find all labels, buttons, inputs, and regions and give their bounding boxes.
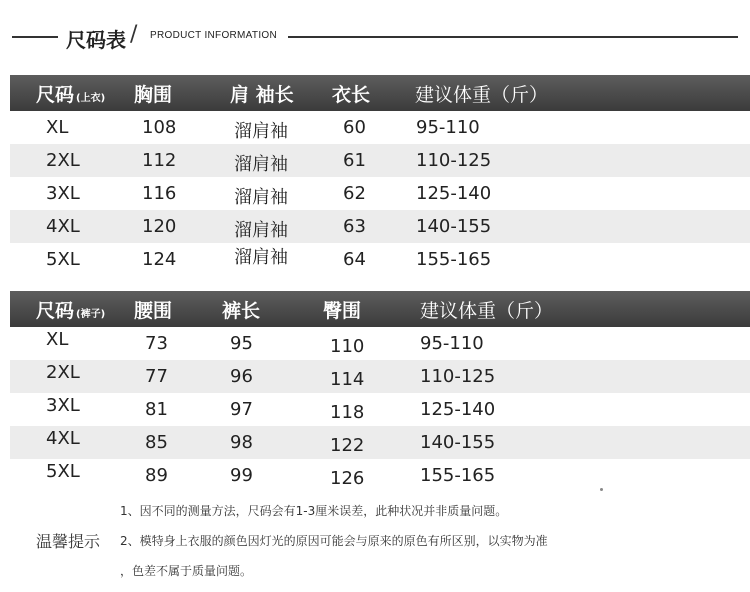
- table-row: [10, 327, 750, 360]
- header-left-rule: [12, 36, 58, 38]
- cell-length: 60: [343, 117, 366, 138]
- cell-pants-length: 98: [230, 432, 253, 453]
- cell-size: 4XL: [46, 428, 80, 449]
- cell-weight: 125-140: [416, 183, 492, 204]
- table-row: [10, 111, 750, 144]
- page-header: [0, 0, 750, 70]
- stray-dot: [600, 488, 603, 491]
- cell-pants-length: 99: [230, 465, 253, 486]
- cell-hip: 114: [330, 369, 365, 390]
- cell-weight: 95-110: [420, 333, 484, 354]
- table-row: [10, 177, 750, 210]
- cell-weight: 125-140: [420, 399, 496, 420]
- cell-waist: 85: [145, 432, 168, 453]
- cell-hip: 110: [330, 336, 365, 357]
- cell-hip: 122: [330, 435, 365, 456]
- cell-length: 61: [343, 150, 366, 171]
- header-weight: 建议体重（斤）: [415, 84, 549, 106]
- cell-size: 5XL: [46, 461, 80, 482]
- bottom-size-table: [10, 291, 750, 492]
- cell-size: 2XL: [46, 150, 80, 171]
- warm-tips: [0, 492, 750, 592]
- header-chest: 胸围: [134, 84, 173, 106]
- header-size-note: (上衣): [76, 93, 106, 104]
- cell-chest: 124: [142, 249, 177, 270]
- top-size-table: [10, 75, 750, 276]
- header-hip: 臀围: [323, 300, 362, 322]
- cell-weight: 95-110: [416, 117, 480, 138]
- bottom-table-header: [10, 291, 750, 327]
- header-size-label: 尺码: [36, 84, 75, 106]
- header-size-label: 尺码: [36, 300, 75, 322]
- cell-size: XL: [46, 117, 69, 138]
- header-subtitle: PRODUCT INFORMATION: [150, 30, 277, 41]
- cell-weight: 110-125: [416, 150, 492, 171]
- cell-sleeve: 溜肩袖: [234, 121, 288, 142]
- cell-weight: 140-155: [416, 216, 492, 237]
- header-waist: 腰围: [134, 300, 173, 322]
- cell-sleeve: 溜肩袖: [234, 247, 288, 268]
- cell-pants-length: 97: [230, 399, 253, 420]
- cell-size: 3XL: [46, 395, 80, 416]
- cell-waist: 89: [145, 465, 168, 486]
- cell-weight: 155-165: [420, 465, 496, 486]
- cell-chest: 116: [142, 183, 177, 204]
- cell-hip: 118: [330, 402, 365, 423]
- header-size: [36, 296, 105, 323]
- cell-weight: 110-125: [420, 366, 496, 387]
- table-row: [10, 243, 750, 276]
- cell-weight: 140-155: [420, 432, 496, 453]
- header-size: [36, 80, 105, 107]
- cell-size: 3XL: [46, 183, 80, 204]
- table-row: [10, 360, 750, 393]
- cell-chest: 120: [142, 216, 177, 237]
- cell-length: 62: [343, 183, 366, 204]
- note-line-2: 2、模特身上衣服的颜色因灯光的原因可能会与原来的原色有所区别，以实物为准: [120, 534, 548, 548]
- cell-size: 5XL: [46, 249, 80, 270]
- cell-weight: 155-165: [416, 249, 492, 270]
- cell-chest: 112: [142, 150, 177, 171]
- cell-sleeve: 溜肩袖: [234, 220, 288, 241]
- table-row: [10, 459, 750, 492]
- header-shoulder-sleeve: 肩 袖长: [230, 84, 294, 106]
- cell-hip: 126: [330, 468, 365, 489]
- cell-waist: 73: [145, 333, 168, 354]
- header-slash: /: [130, 22, 138, 47]
- cell-size: 2XL: [46, 362, 80, 383]
- cell-size: XL: [46, 329, 69, 350]
- table-row: [10, 144, 750, 177]
- header-length: 衣长: [332, 84, 371, 106]
- header-right-rule: [288, 36, 738, 38]
- header-size-note: (裤子): [76, 309, 106, 320]
- header-weight: 建议体重（斤）: [420, 300, 554, 322]
- table-row: [10, 393, 750, 426]
- cell-size: 4XL: [46, 216, 80, 237]
- top-table-header: [10, 75, 750, 111]
- cell-waist: 81: [145, 399, 168, 420]
- cell-chest: 108: [142, 117, 177, 138]
- note-line-1: 1、因不同的测量方法，尺码会有1-3厘米误差，此种状况并非质量问题。: [120, 504, 508, 518]
- table-row: [10, 210, 750, 243]
- note-line-3: ，色差不属于质量问题。: [120, 564, 253, 578]
- cell-sleeve: 溜肩袖: [234, 187, 288, 208]
- page-title: 尺码表: [66, 28, 126, 52]
- cell-pants-length: 96: [230, 366, 253, 387]
- cell-length: 63: [343, 216, 366, 237]
- cell-sleeve: 溜肩袖: [234, 154, 288, 175]
- cell-waist: 77: [145, 366, 168, 387]
- header-pants-length: 裤长: [222, 300, 261, 322]
- cell-length: 64: [343, 249, 366, 270]
- cell-pants-length: 95: [230, 333, 253, 354]
- table-row: [10, 426, 750, 459]
- warm-tips-label: 温馨提示: [36, 532, 101, 551]
